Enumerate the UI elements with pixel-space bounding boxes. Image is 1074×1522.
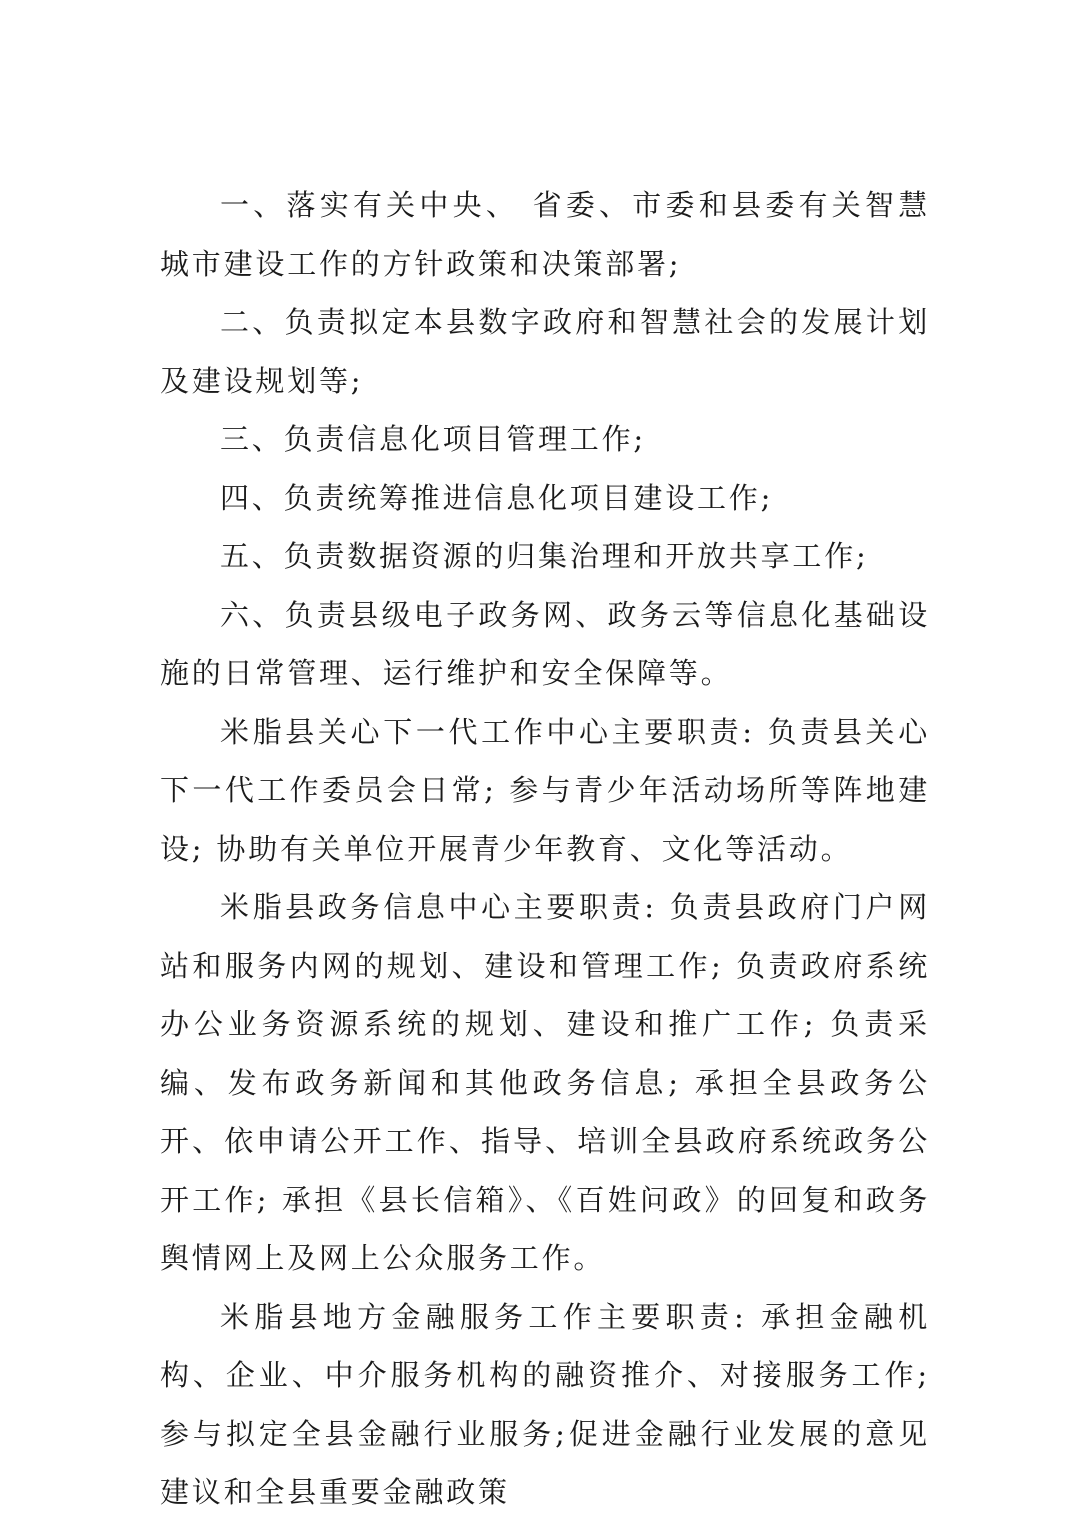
paragraph-item-5: 五、负责数据资源的归集治理和开放共享工作; xyxy=(220,539,869,573)
paragraph-item-4: 四、负责统筹推进信息化项目建设工作; xyxy=(220,480,774,515)
paragraph-youth-center: 米脂县关心下一代工作中心主要职责: 负责县关心下一代工作委员会日常; 参与青少年活动场所等阵地建设; 协助有关单位开展青少年教育、文化等活动。 xyxy=(160,714,930,866)
paragraph-item-2: 二、负责拟定本县数字政府和智慧社会的发展计划及建设规划等; xyxy=(160,305,930,398)
paragraph-info-center: 米脂县政务信息中心主要职责: 负责县政府门户网站和服务内网的规划、建设和管理工作; 负责政府系统办公业务资源系统的规划、建设和推广工作; 负责采编、发布政务新闻和其他政务信息; 承担全县政务公开、依申请公开工作、指导、培训全县政府系统政务公开工作; 承担《县长信箱》、《百姓问政》的回复和政务舆情网上及网上公众服务工作。 xyxy=(160,890,930,1275)
paragraph-finance-service: 米脂县地方金融服务工作主要职责: 承担金融机构、企业、中介服务机构的融资推介、对接服务工作; 参与拟定全县金融行业服务;促进金融行业发展的意见建议和全县重要金融政策 xyxy=(160,1299,930,1509)
paragraph-item-3: 三、负责信息化项目管理工作; xyxy=(220,422,646,456)
paragraph-item-6: 六、负责县级电子政务网、政务云等信息化基础设施的日常管理、运行维护和安全保障等。 xyxy=(160,597,930,690)
document-body xyxy=(160,176,930,1522)
paragraph-item-1: 一、落实有关中央、 省委、市委和县委有关智慧城市建设工作的方针政策和决策部署; xyxy=(160,188,930,281)
